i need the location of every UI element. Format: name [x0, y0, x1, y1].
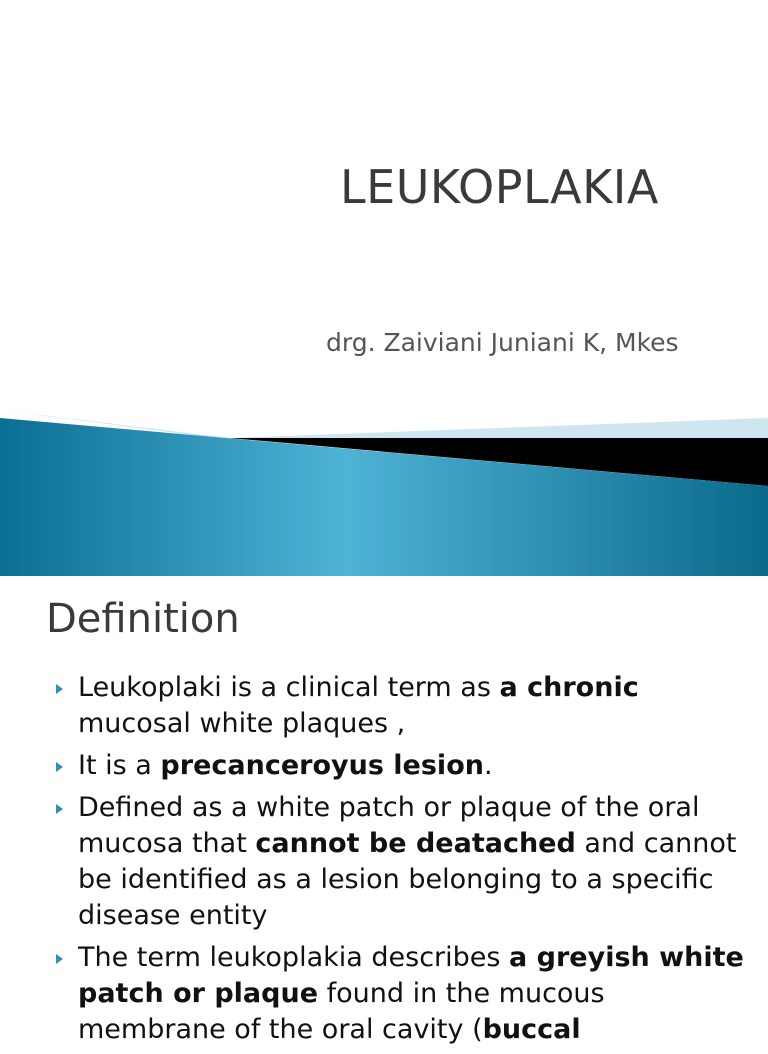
bullet-item	[54, 670, 754, 742]
bullet-text: It is a	[78, 750, 161, 781]
bullet-text: The term leukoplakia describes	[78, 942, 510, 973]
bullet-text: Defined as a white patch or plaque of the oral mucosa that	[78, 792, 700, 859]
bullet-bold-text: precanceroyus lesion	[160, 750, 484, 781]
definition-slide	[0, 576, 768, 1045]
triangle-right-icon	[56, 954, 63, 964]
bullet-list	[54, 670, 754, 1054]
bullet-text: .	[483, 750, 493, 781]
slide-heading: Definition	[46, 596, 240, 642]
bullet-bold-text: buccal	[482, 1014, 581, 1045]
bullet-item	[54, 748, 754, 784]
slide-subtitle: drg. Zaiviani Juniani K, Mkes	[326, 328, 679, 357]
bullet-item	[54, 790, 754, 934]
bullet-text: found in the mucous membrane of the oral cavity (	[78, 978, 605, 1045]
bullet-bold-text: a chronic	[499, 672, 639, 703]
bullet-bold-text: a greyish white patch or plaque	[78, 942, 744, 1009]
bullet-text: Leukoplaki is a clinical term as	[78, 672, 500, 703]
triangle-right-icon	[56, 762, 63, 772]
decorative-band	[0, 410, 768, 576]
bullet-bold-text: cannot be deatached	[255, 828, 576, 859]
bullet-text: and cannot be identified as a lesion belonging to a specific disease entity	[78, 828, 737, 931]
bullet-item	[54, 940, 754, 1048]
triangle-right-icon	[56, 804, 63, 814]
slide-title: LEUKOPLAKIA	[340, 160, 659, 214]
bullet-text: mucosal white plaques ,	[78, 708, 406, 739]
triangle-right-icon	[56, 684, 63, 694]
